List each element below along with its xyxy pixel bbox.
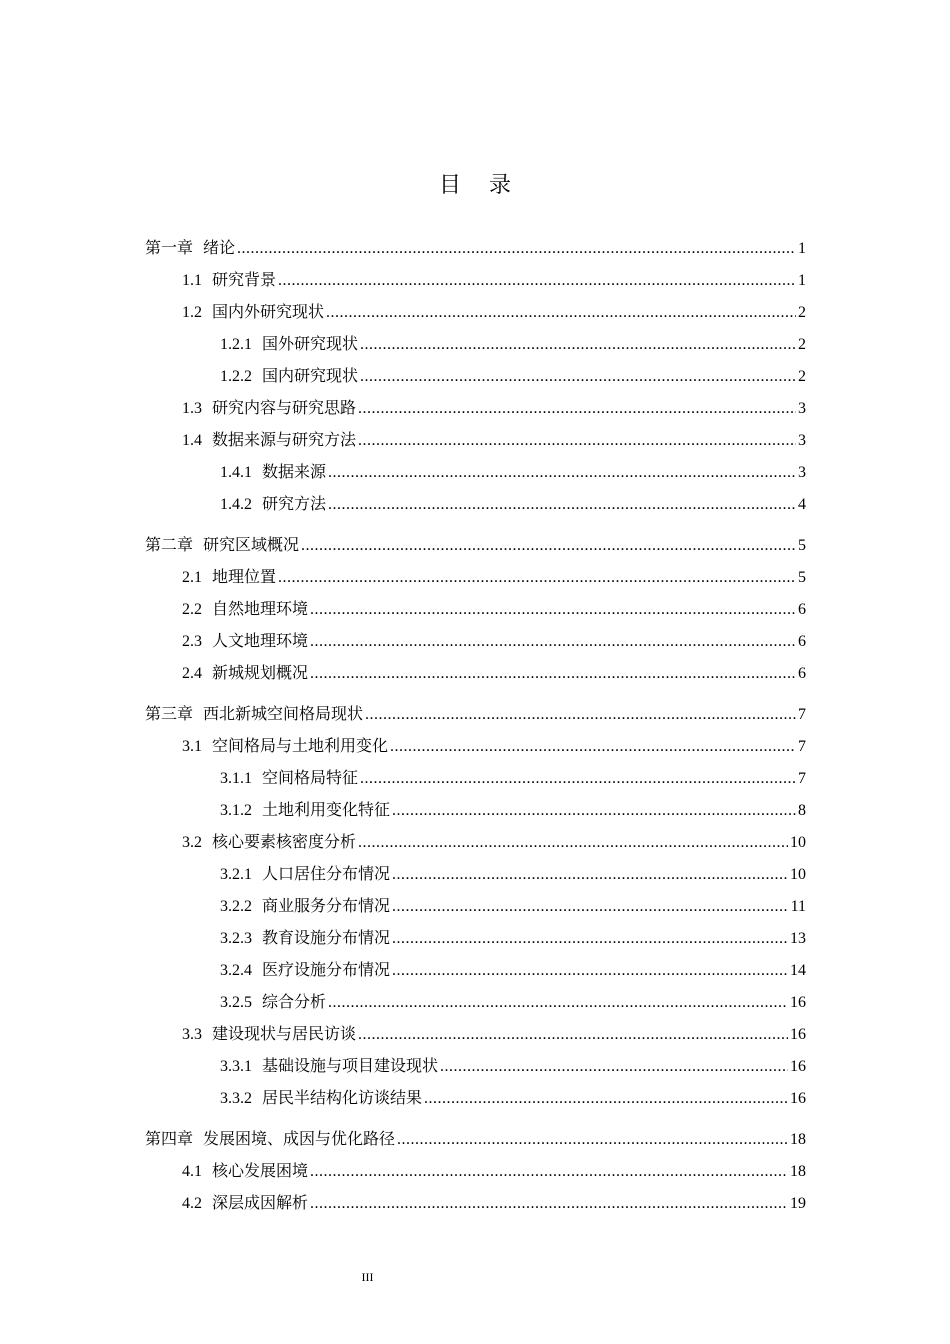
- dot-leader: [328, 987, 788, 1019]
- toc-section-entry[interactable]: [182, 593, 806, 625]
- toc-entry-title: 自然地理环境: [212, 599, 309, 618]
- dot-leader: [278, 562, 796, 594]
- toc-entry-page: 7: [798, 706, 806, 723]
- toc-entry-page: 3: [798, 400, 806, 417]
- toc-entry-title: 建设现状与居民访谈: [212, 1024, 357, 1043]
- toc-entry-number: 3.3.2: [220, 1090, 252, 1107]
- dot-leader: [392, 955, 788, 987]
- toc-entry-title: 教育设施分布情况: [262, 928, 391, 947]
- toc-entry-number: 2.4: [182, 665, 202, 682]
- dot-leader: [392, 795, 796, 827]
- toc-entry-page: 1: [798, 240, 806, 257]
- toc-entry-page: 3: [798, 432, 806, 449]
- dot-leader: [358, 1019, 788, 1051]
- toc-entry-number: 2.2: [182, 601, 202, 618]
- toc-entry-title: 研究背景: [212, 270, 277, 289]
- toc-entry-title: 研究方法: [262, 494, 327, 513]
- toc-entry-number: 3.1.2: [220, 802, 252, 819]
- toc-section-entry[interactable]: [182, 657, 806, 689]
- toc-entry-page: 2: [798, 368, 806, 385]
- dot-leader: [310, 1156, 788, 1188]
- dot-leader: [310, 658, 796, 690]
- toc-section-entry[interactable]: [182, 625, 806, 657]
- toc-entry-number: 第一章: [145, 238, 194, 257]
- toc-entry-title: 基础设施与项目建设现状: [262, 1056, 439, 1075]
- toc-entry-number: 3.2.5: [220, 994, 252, 1011]
- toc-subsection-entry[interactable]: [220, 360, 806, 392]
- toc-entry-page: 6: [798, 633, 806, 650]
- toc-entry-page: 10: [790, 866, 806, 883]
- toc-entry-title: 国内研究现状: [262, 366, 359, 385]
- toc-entry-page: 16: [790, 994, 806, 1011]
- toc-entry-number: 第四章: [145, 1129, 194, 1148]
- toc-entry-title: 数据来源与研究方法: [212, 430, 357, 449]
- toc-entry-title: 新城规划概况: [212, 663, 309, 682]
- toc-entry-title: 人文地理环境: [212, 631, 309, 650]
- toc-entry-title: 人口居住分布情况: [262, 864, 391, 883]
- toc-entry-title: 核心发展困境: [212, 1161, 309, 1180]
- toc-entry-title: 核心要素核密度分析: [212, 832, 357, 851]
- toc-entry-number: 1.4: [182, 432, 202, 449]
- toc-entry-page: 18: [790, 1131, 806, 1148]
- toc-entry-title: 深层成因解析: [212, 1193, 309, 1212]
- toc-entry-page: 1: [798, 272, 806, 289]
- toc-entry-page: 6: [798, 601, 806, 618]
- toc-entry-title: 地理位置: [212, 567, 277, 586]
- dot-leader: [424, 1083, 788, 1115]
- dot-leader: [392, 859, 788, 891]
- toc-entry-number: 1.1: [182, 272, 202, 289]
- dot-leader: [237, 233, 796, 265]
- dot-leader: [360, 329, 796, 361]
- toc-entry-page: 5: [798, 537, 806, 554]
- toc-entry-page: 16: [790, 1058, 806, 1075]
- toc-entry-number: 1.4.2: [220, 496, 252, 513]
- toc-entry-title: 居民半结构化访谈结果: [262, 1088, 423, 1107]
- toc-entry-page: 4: [798, 496, 806, 513]
- toc-entry-number: 1.2.2: [220, 368, 252, 385]
- toc-entry-title: 空间格局特征: [262, 768, 359, 787]
- toc-entry-page: 16: [790, 1026, 806, 1043]
- toc-entry-page: 14: [790, 962, 806, 979]
- toc-subsection-entry[interactable]: [220, 954, 806, 986]
- toc-entry-title: 商业服务分布情况: [262, 896, 391, 915]
- toc-entry-title: 综合分析: [262, 992, 327, 1011]
- toc-subsection-entry[interactable]: [220, 794, 806, 826]
- dot-leader: [328, 489, 796, 521]
- toc-entry-number: 1.4.1: [220, 464, 252, 481]
- toc-subsection-entry[interactable]: [220, 488, 806, 520]
- toc-chapter-entry[interactable]: [145, 529, 806, 561]
- toc-entry-number: 2.3: [182, 633, 202, 650]
- toc-section-entry[interactable]: [182, 264, 806, 296]
- dot-leader: [328, 457, 796, 489]
- toc-chapter-entry[interactable]: [145, 232, 806, 264]
- toc-entry-number: 3.2: [182, 834, 202, 851]
- toc-entry-number: 3.1.1: [220, 770, 252, 787]
- toc-entry-title: 国内外研究现状: [212, 302, 325, 321]
- toc-entry-number: 1.2: [182, 304, 202, 321]
- dot-leader: [326, 297, 796, 329]
- toc-entry-page: 10: [790, 834, 806, 851]
- dot-leader: [301, 530, 796, 562]
- dot-leader: [310, 1188, 788, 1220]
- toc-entry-page: 2: [798, 304, 806, 321]
- dot-leader: [358, 425, 796, 457]
- toc-entry-page: 5: [798, 569, 806, 586]
- toc-entry-page: 18: [790, 1163, 806, 1180]
- toc-entry-page: 7: [798, 770, 806, 787]
- toc-section-entry[interactable]: [182, 1187, 806, 1219]
- toc-entry-number: 3.2.2: [220, 898, 252, 915]
- toc-entry-title: 研究内容与研究思路: [212, 398, 357, 417]
- toc-entry-number: 4.1: [182, 1163, 202, 1180]
- page-title: 目录: [438, 173, 539, 198]
- toc-entry-number: 3.3.1: [220, 1058, 252, 1075]
- dot-leader: [278, 265, 796, 297]
- toc-entry-number: 第二章: [145, 535, 194, 554]
- toc-section-entry[interactable]: [182, 1018, 806, 1050]
- toc-subsection-entry[interactable]: [220, 1082, 806, 1114]
- toc-chapter-entry[interactable]: [145, 698, 806, 730]
- toc-entry-page: 8: [798, 802, 806, 819]
- toc-section-entry[interactable]: [182, 1155, 806, 1187]
- toc-entry-number: 4.2: [182, 1195, 202, 1212]
- dot-leader: [390, 731, 796, 763]
- toc-entry-title: 西北新城空间格局现状: [203, 704, 364, 723]
- toc-section-entry[interactable]: [182, 424, 806, 456]
- dot-leader: [365, 699, 796, 731]
- toc-entry-title: 医疗设施分布情况: [262, 960, 391, 979]
- toc-entry-page: 16: [790, 1090, 806, 1107]
- page-number: III: [361, 1270, 374, 1284]
- toc-entry-title: 空间格局与土地利用变化: [212, 736, 389, 755]
- toc-subsection-entry[interactable]: [220, 1050, 806, 1082]
- toc-subsection-entry[interactable]: [220, 890, 806, 922]
- dot-leader: [360, 763, 796, 795]
- toc-entry-title: 土地利用变化特征: [262, 800, 391, 819]
- dot-leader: [392, 923, 788, 955]
- dot-leader: [440, 1051, 788, 1083]
- toc-entry-page: 2: [798, 336, 806, 353]
- toc-section-entry[interactable]: [182, 730, 806, 762]
- dot-leader: [310, 594, 796, 626]
- toc-subsection-entry[interactable]: [220, 328, 806, 360]
- toc-entry-page: 19: [790, 1195, 806, 1212]
- toc-section-entry[interactable]: [182, 296, 806, 328]
- toc-entry-title: 发展困境、成因与优化路径: [203, 1129, 396, 1148]
- toc-section-entry[interactable]: [182, 561, 806, 593]
- toc-entry-number: 1.3: [182, 400, 202, 417]
- toc-entry-page: 11: [790, 898, 806, 915]
- toc-entry-title: 国外研究现状: [262, 334, 359, 353]
- toc-entry-number: 3.2.3: [220, 930, 252, 947]
- toc-entry-number: 3.3: [182, 1026, 202, 1043]
- toc-subsection-entry[interactable]: [220, 762, 806, 794]
- toc-entry-page: 13: [790, 930, 806, 947]
- toc-entry-page: 7: [798, 738, 806, 755]
- dot-leader: [392, 891, 789, 923]
- dot-leader: [358, 827, 788, 859]
- dot-leader: [360, 361, 796, 393]
- toc-subsection-entry[interactable]: [220, 986, 806, 1018]
- toc-entry-number: 第三章: [145, 704, 194, 723]
- toc-entry-title: 绪论: [203, 238, 236, 257]
- toc-section-entry[interactable]: [182, 392, 806, 424]
- dot-leader: [397, 1124, 788, 1156]
- dot-leader: [310, 626, 796, 658]
- toc-entry-title: 研究区域概况: [203, 535, 300, 554]
- toc-entry-title: 数据来源: [262, 462, 327, 481]
- toc-subsection-entry[interactable]: [220, 456, 806, 488]
- toc-entry-number: 1.2.1: [220, 336, 252, 353]
- toc-entry-number: 3.1: [182, 738, 202, 755]
- toc-entry-number: 2.1: [182, 569, 202, 586]
- toc-subsection-entry[interactable]: [220, 858, 806, 890]
- toc-entry-number: 3.2.1: [220, 866, 252, 883]
- toc-entry-number: 3.2.4: [220, 962, 252, 979]
- toc-subsection-entry[interactable]: [220, 922, 806, 954]
- toc-entry-page: 3: [798, 464, 806, 481]
- toc-section-entry[interactable]: [182, 826, 806, 858]
- dot-leader: [358, 393, 796, 425]
- toc-chapter-entry[interactable]: [145, 1123, 806, 1155]
- toc-entry-page: 6: [798, 665, 806, 682]
